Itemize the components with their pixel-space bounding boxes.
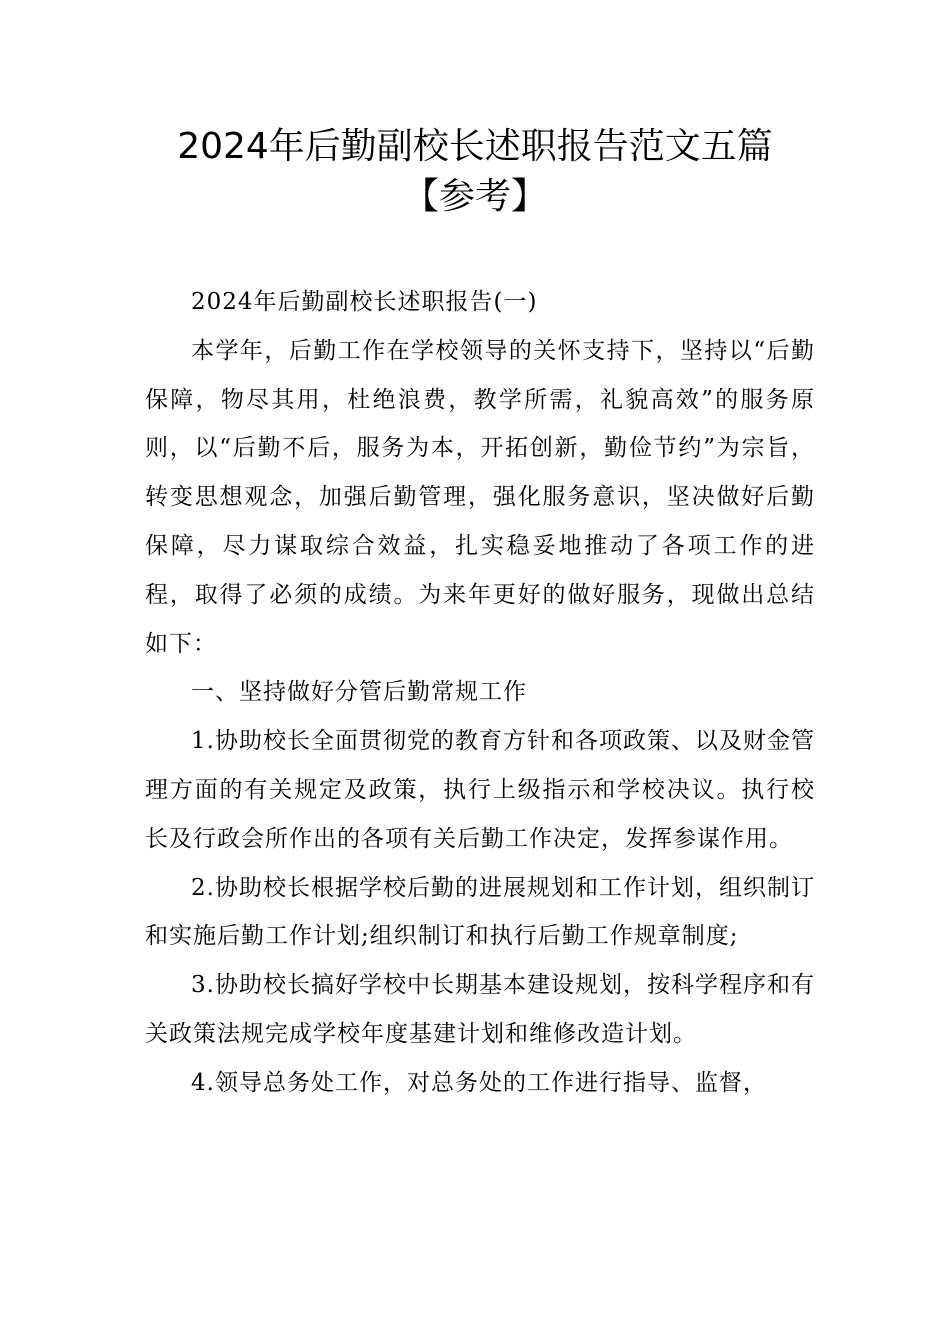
list-item-1: 1.协助校长全面贯彻党的教育方针和各项政策、以及财金管理方面的有关规定及政策，执行上级指示和学校决议。执行校长及行政会所作出的各项有关后勤工作决定，发挥参谋作用。 [145,728,815,852]
title-line-2: 【参考】 [402,176,547,217]
title-line-1: 2024年后勤副校长述职报告范文五篇 [177,126,773,167]
document-title [0,122,950,222]
list-item-2: 2.协助校长根据学校后勤的进展规划和工作计划，组织制订和实施后勤工作计划;组织制订和执行后勤工作规章制度; [145,874,815,950]
intro-paragraph: 本学年，后勤工作在学校领导的关怀支持下，坚持以“后勤保障，物尽其用，杜绝浪费，教学所需，礼貌高效”的服务原则，以“后勤不后，服务为本，开拓创新，勤俭节约”为宗旨，转变思想观念，加强后勤管理，强化服务意识，坚决做好后勤保障，尽力谋取综合效益，扎实稳妥地推动了各项工作的进程，取得了必须的成绩。为来年更好的做好服务，现做出总结如下： [145,337,815,657]
section-heading-report-1: 2024年后勤副校长述职报告(一) [191,289,538,315]
document-body [145,278,815,1108]
section-heading-routine-work: 一、坚持做好分管后勤常规工作 [191,679,527,706]
list-item-3: 3.协助校长搞好学校中长期基本建设规划，按科学程序和有关政策法规完成学校年度基建计划和维修改造计划。 [145,972,815,1047]
list-item-4: 4.领导总务处工作，对总务处的工作进行指导、监督， [191,1069,767,1096]
